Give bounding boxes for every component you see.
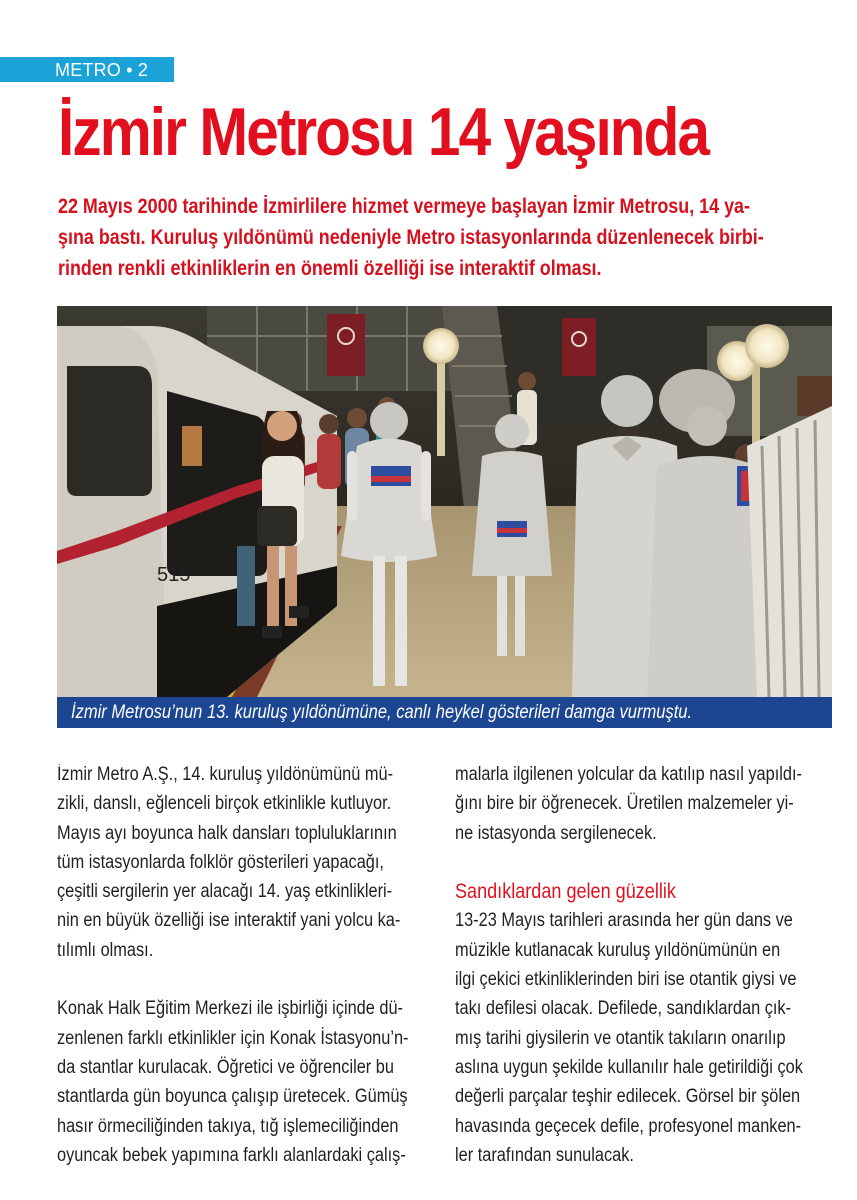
body-line: takı defilesi olacak. Defilede, sandıklardan çık-: [455, 998, 792, 1020]
body-line: İzmir Metro A.Ş., 14. kuruluş yıldönümünü mü-: [57, 764, 394, 785]
handbag: [257, 506, 297, 546]
body-line: değerli parçalar teşhir edilecek. Görsel bir şölen: [455, 1086, 801, 1108]
body-line: stantlarda gün boyunca çalışıp üretecek. Gümüş: [57, 1086, 408, 1108]
headline: İzmir Metrosu 14 yaşında: [58, 94, 709, 170]
body-line: müzikle kutlanacak kuruluş yıldönümünün en: [455, 939, 781, 961]
body-line: tüm istasyonlarda folklör gösterileri yapacağı,: [57, 851, 384, 873]
body-column-right: [455, 760, 833, 1170]
lead-line: şına bastı. Kuruluş yıldönümü nedeniyle Metro istasyonlarında düzenlenecek birbi-: [58, 226, 764, 249]
paragraph-gap: [455, 848, 833, 877]
body-line: aslına uygun şekilde kullanılır hale getirildiği çok: [455, 1056, 803, 1078]
body-line: ğını bire bir öğrenecek. Üretilen malzemeler yi-: [455, 793, 794, 815]
body-line: 13-23 Mayıs tarihleri arasında her gün dans ve: [455, 910, 793, 932]
body-line: Konak Halk Eğitim Merkezi ile işbirliği içinde dü-: [57, 998, 403, 1020]
body-line: mış tarihi giysilerin ve otantik takıların onarılıp: [455, 1027, 786, 1049]
lead-line: 22 Mayıs 2000 tarihinde İzmirlilere hizmet vermeye başlayan İzmir Metrosu, 14 ya-: [58, 195, 750, 218]
lamp: [423, 328, 459, 364]
photo-caption: [57, 697, 832, 728]
lead-paragraph: [58, 191, 826, 284]
lamp: [745, 324, 789, 368]
body-line: nin en büyük özelliği ise interaktif yani yolcu ka-: [57, 910, 401, 932]
article-photo: [57, 306, 832, 728]
section-tag: [0, 57, 174, 82]
paragraph-gap: [57, 965, 435, 994]
subheading: Sandıklardan gelen güzellik: [455, 880, 676, 904]
body-line: ne istasyonda sergilenecek.: [455, 822, 657, 844]
body-line: malarla ilgilenen yolcular da katılıp nasıl yapıldı-: [455, 764, 802, 785]
body-line: oyuncak bebek yapımına farklı alanlardaki çalış-: [57, 1144, 406, 1166]
body-line: hasır örmeciliğinden takıya, tığ işlemeciliğinden: [57, 1115, 399, 1137]
lead-line: rinden renkli etkinliklerin en önemli özelliği ise interaktif olması.: [58, 257, 602, 280]
body-line: ler tarafından sunulacak.: [455, 1144, 634, 1166]
section-tag-label: METRO • 2: [55, 60, 149, 80]
body-line: çeşitli sergilerin yer alacağı 14. yaş etkinlikleri-: [57, 881, 393, 903]
photo-illustration: [57, 306, 832, 697]
body-line: da stantlar kurulacak. Öğretici ve öğrenciler bu: [57, 1056, 394, 1078]
body-line: ilgi çekici etkinliklerinden biri ise otantik giysi ve: [455, 969, 797, 991]
body-line: Mayıs ayı boyunca halk dansları topluluklarının: [57, 822, 397, 844]
body-line: tılımlı olması.: [57, 939, 154, 961]
photo-caption-text: İzmir Metrosu’nun 13. kuruluş yıldönümüne, canlı heykel gösterileri damga vurmuştu.: [71, 702, 693, 723]
body-line: zikli, danslı, eğlenceli birçok etkinlikle kutluyor.: [57, 793, 392, 815]
body-line: zenlenen farklı etkinlikler için Konak İstasyonu’n-: [57, 1027, 409, 1049]
train-number: 515: [157, 564, 191, 586]
body-column-left: [57, 760, 435, 1170]
body-line: havasında geçecek defile, profesyonel manken-: [455, 1115, 802, 1137]
train-window: [67, 366, 152, 496]
